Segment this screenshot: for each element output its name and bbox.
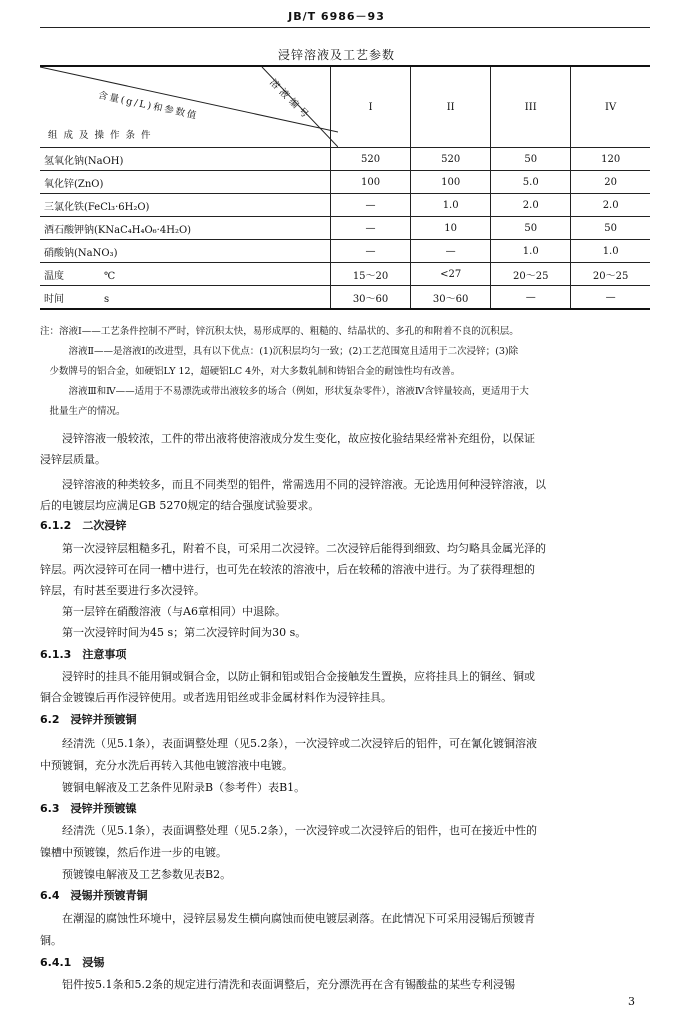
note-2b: 少数牌号的铝合金，如硬铝LY 12，超硬铝LC 4外，对大多数轧制和铸铝合金的耐蚀性均有改善。 (49, 366, 461, 377)
text-line: 在潮湿的腐蚀性环境中，浸锌层易发生横向腐蚀而使电镀层剥落。在此情况下可采用浸锡后预镀青 (62, 912, 535, 925)
row-label (40, 263, 331, 286)
table-cell: — (331, 240, 411, 263)
row-label (40, 217, 331, 240)
column-header-1: I (331, 66, 411, 148)
table-header-row (40, 66, 650, 148)
table-cell: 100 (331, 171, 411, 194)
table-notes (40, 322, 650, 422)
table-row (40, 217, 650, 240)
table-cell: — (411, 240, 491, 263)
text-line: 浸锌溶液的种类较多，而且不同类型的铝件，常需选用不同的浸锌溶液。无论选用何种浸锌溶液，以 (62, 478, 546, 491)
page-number: 3 (628, 995, 635, 1008)
note-3b: 批量生产的情况。 (49, 406, 126, 417)
section-6-3-heading: 6.3 浸锌并预镀镍 (40, 802, 137, 815)
column-header-2: II (411, 66, 491, 148)
table-cell: 20～25 (571, 263, 650, 286)
table-cell: 5.0 (491, 171, 571, 194)
text-line: 中预镀铜，充分水洗后再转入其他电镀溶液中电镀。 (40, 759, 293, 772)
paragraph-1 (40, 428, 650, 449)
table-row (40, 194, 650, 217)
row-label-text: 三氯化铁(FeCl₃·6H₂O) (44, 201, 150, 213)
table-cell: — (571, 286, 650, 310)
column-header-4: IV (571, 66, 650, 148)
text-line: 浸锌层质量。 (40, 453, 106, 466)
text-line: 经清洗（见5.1条），表面调整处理（见5.2条），一次浸锌或二次浸锌后的铝件，也可在接近中性的 (62, 824, 537, 837)
table-row (40, 263, 650, 286)
table-cell: 20～25 (491, 263, 571, 286)
table-cell: 30～60 (411, 286, 491, 310)
table-cell: 30～60 (331, 286, 411, 310)
row-label-text: 时间 (44, 293, 64, 305)
row-label (40, 171, 331, 194)
section-6-1-3-heading: 6.1.3 注意事项 (40, 648, 127, 661)
table-cell: 50 (491, 148, 571, 171)
table-cell: — (331, 217, 411, 240)
table-corner-cell (40, 66, 331, 148)
column-header-3: III (491, 66, 571, 148)
text-line: 浸锌时的挂具不能用铜或铜合金，以防止铜和铝或铝合金接触发生置换，应将挂具上的铜丝、铜或 (62, 670, 535, 683)
corner-content-label: 含量(g/L)和参数值 (97, 89, 200, 122)
text-line: 后的电镀层均应满足GB 5270规定的结合强度试验要求。 (40, 499, 320, 512)
section-6-4-1-heading: 6.4.1 浸锡 (40, 956, 105, 969)
row-label-text: 温度 (44, 270, 64, 282)
text-line: 铜合金镀镍后再作浸锌使用。或者选用铝丝或非金属材料作为浸锌挂具。 (40, 691, 392, 704)
text-line: 锌层。两次浸锌可在同一槽中进行，也可先在较浓的溶液中，后在较稀的溶液中进行。为了获得理想的 (40, 563, 535, 576)
section-6-2-heading: 6.2 浸锌并预镀铜 (40, 713, 137, 726)
table-cell: 2.0 (491, 194, 571, 217)
row-label (40, 240, 331, 263)
table-cell: 10 (411, 217, 491, 240)
table-cell: 15～20 (331, 263, 411, 286)
table-cell: — (331, 194, 411, 217)
table-cell: 1.0 (411, 194, 491, 217)
parameters-table (40, 65, 650, 310)
document-header: JB/T 6986－93 (288, 10, 385, 23)
text-line: 预镀镍电解液及工艺参数见表B2。 (62, 868, 232, 881)
table-cell: — (491, 286, 571, 310)
table-cell: 20 (571, 171, 650, 194)
row-label (40, 148, 331, 171)
table-title: 浸锌溶液及工艺参数 (277, 48, 395, 62)
table-cell: 50 (491, 217, 571, 240)
table-cell: 100 (411, 171, 491, 194)
text-line: 第一次浸锌时间为45 s；第二次浸锌时间为30 s。 (62, 626, 307, 639)
corner-conditions-label: 组成及操作条件 (48, 130, 157, 141)
table-row (40, 286, 650, 310)
row-unit: s (104, 293, 110, 305)
note-2a: 溶液Ⅱ——是溶液Ⅰ的改进型，具有以下优点：(1)沉积层均匀一致；(2)工艺范围宽且适用于二次浸锌；(3)除 (68, 346, 519, 357)
header-rule (40, 27, 650, 28)
text-line: 镀铜电解液及工艺条件见附录B（参考件）表B1。 (62, 781, 306, 794)
corner-solution-no-label: 溶液编号 (267, 77, 314, 124)
row-unit: ℃ (104, 270, 116, 282)
text-line: 经清洗（见5.1条），表面调整处理（见5.2条），一次浸锌或二次浸锌后的铝件，可在氰化镀铜溶液 (62, 737, 537, 750)
row-label-text: 硝酸钠(NaNO₃) (44, 247, 118, 259)
row-label-text: 氢氧化钠(NaOH) (44, 155, 124, 167)
table-cell: 520 (331, 148, 411, 171)
text-line: 锌层，有时甚至要进行多次浸锌。 (40, 584, 205, 597)
text-line: 第一次浸锌层粗糙多孔，附着不良，可采用二次浸锌。二次浸锌后能得到细致、均匀略具金属光泽的 (62, 542, 546, 555)
row-label-text: 氧化锌(ZnO) (44, 178, 104, 190)
note-1: 注：溶液Ⅰ——工艺条件控制不严时，锌沉积太快，易形成厚的、粗糙的、结晶状的、多孔的和附着不良的沉积层。 (40, 326, 519, 337)
row-label-text: 酒石酸钾钠(KNaC₄H₄O₆·4H₂O) (44, 224, 192, 236)
table-cell: 2.0 (571, 194, 650, 217)
table-cell: 1.0 (571, 240, 650, 263)
table-row (40, 240, 650, 263)
text-line: 铜。 (40, 934, 62, 947)
text-line: 浸锌溶液一般较浓，工件的带出液将使溶液成分发生变化，故应按化验结果经常补充组份，以保证 (62, 432, 535, 445)
row-label (40, 194, 331, 217)
table-row (40, 171, 650, 194)
table-row (40, 148, 650, 171)
table-cell: 50 (571, 217, 650, 240)
text-line: 铝件按5.1条和5.2条的规定进行清洗和表面调整后，充分漂洗再在含有锡酸盐的某些专利浸锡 (62, 978, 515, 991)
section-6-4-heading: 6.4 浸锡并预镀青铜 (40, 889, 148, 902)
table-cell: 1.0 (491, 240, 571, 263)
text-line: 镍槽中预镀镍，然后作进一步的电镀。 (40, 846, 227, 859)
row-label (40, 286, 331, 310)
table-cell: <27 (411, 263, 491, 286)
paragraph-2 (40, 474, 650, 495)
note-3a: 溶液Ⅲ和Ⅳ——适用于不易漂洗或带出液较多的场合（例如，形状复杂零件），溶液Ⅳ含锌量较高，更适用于大 (68, 386, 529, 397)
table-cell: 120 (571, 148, 650, 171)
text-line: 第一层锌在硝酸溶液（与A6章相同）中退除。 (62, 605, 286, 618)
table-cell: 520 (411, 148, 491, 171)
section-6-1-2-heading: 6.1.2 二次浸锌 (40, 519, 127, 532)
